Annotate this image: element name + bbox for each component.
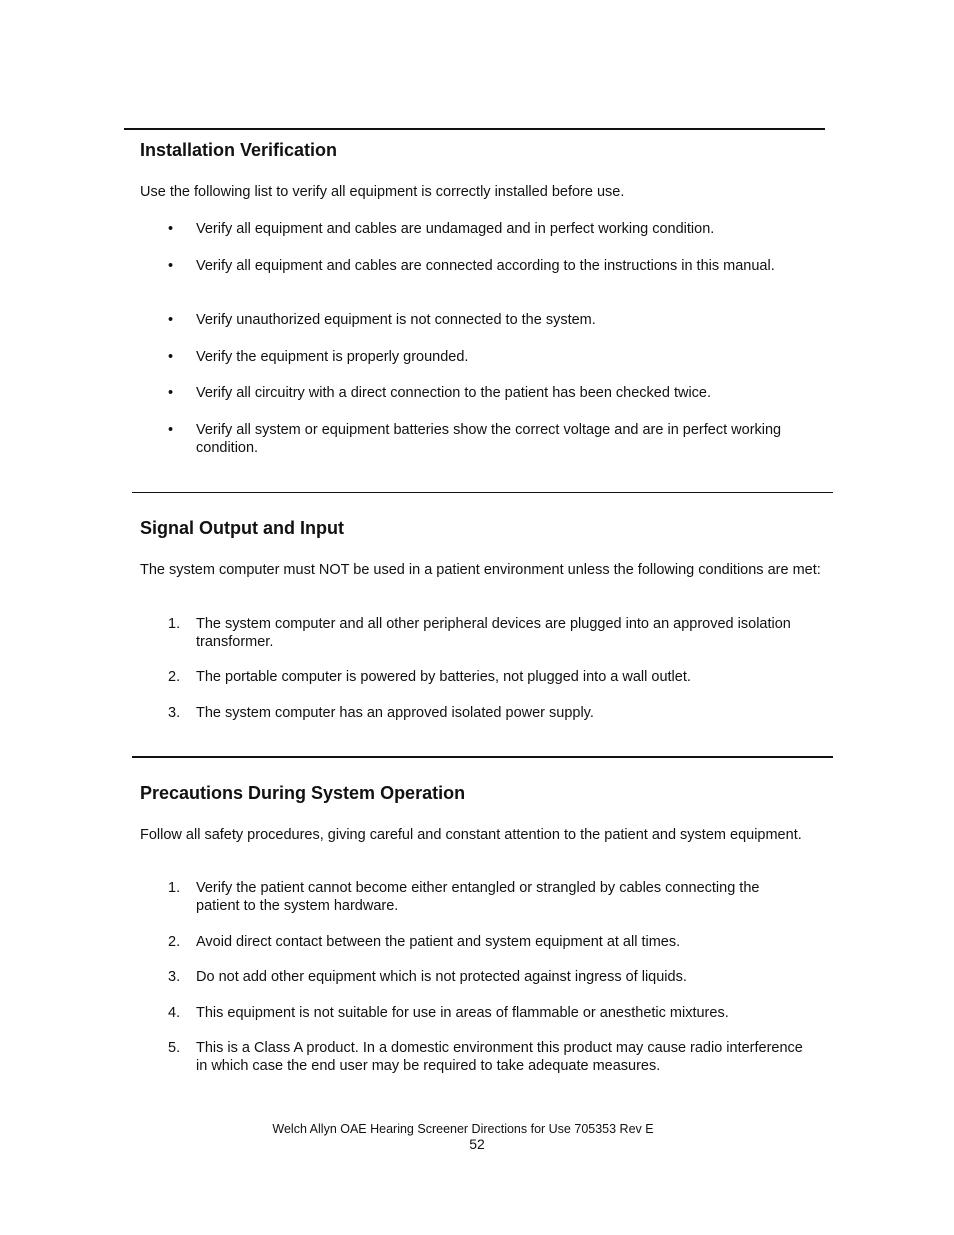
list-item-text: The system computer has an approved isolated power supply. — [196, 705, 594, 721]
section-intro: Follow all safety procedures, giving careful and constant attention to the patient and system equipment. — [140, 827, 802, 843]
list-number: 2. — [168, 934, 181, 950]
list-number: 4. — [168, 1005, 181, 1021]
list-item-text: This equipment is not suitable for use in areas of flammable or anesthetic mixtures. — [196, 1005, 729, 1021]
list-item-text: Verify all circuitry with a direct connection to the patient has been checked twice. — [196, 385, 712, 401]
list-item-text: Verify the equipment is properly grounded. — [196, 349, 469, 365]
list-item-text: Do not add other equipment which is not protected against ingress of liquids. — [196, 969, 687, 985]
list-item-text: Avoid direct contact between the patient and system equipment at all times. — [196, 934, 681, 950]
list-item-text: Verify all equipment and cables are connected according to the instructions in this manual. — [196, 258, 775, 274]
list-item-text: Verify unauthorized equipment is not connected to the system. — [196, 312, 596, 328]
bullet-marker: • — [168, 385, 174, 401]
list-item-text: The portable computer is powered by batteries, not plugged into a wall outlet. — [196, 669, 691, 685]
list-item-text: Verify all equipment and cables are undamaged and in perfect working condition. — [196, 221, 715, 237]
list-item-text: Verify the patient cannot become either entangled or strangled by cables connecting the patient to the system hardware. — [196, 880, 760, 914]
bullet-marker: • — [168, 258, 174, 274]
bullet-marker: • — [168, 312, 174, 328]
section-title-signal-output-input: Signal Output and Input — [140, 518, 344, 538]
page-number: 52 — [469, 1136, 485, 1152]
bullet-marker: • — [168, 422, 174, 438]
list-number: 1. — [168, 616, 181, 632]
section-title-precautions: Precautions During System Operation — [140, 783, 466, 803]
list-number: 3. — [168, 705, 181, 721]
section-divider — [124, 128, 825, 130]
list-item-text: Verify all system or equipment batteries show the correct voltage and are in perfect working condition. — [196, 422, 782, 456]
bullet-marker: • — [168, 349, 174, 365]
footer-doc-title: Welch Allyn OAE Hearing Screener Directions for Use 705353 Rev E — [272, 1122, 654, 1136]
section-title-installation-verification: Installation Verification — [140, 140, 338, 160]
section-intro: The system computer must NOT be used in a patient environment unless the following conditions are met: — [140, 562, 821, 578]
section-divider — [132, 492, 833, 493]
section-divider — [132, 756, 833, 758]
list-number: 1. — [168, 880, 181, 896]
list-item-text: This is a Class A product. In a domestic environment this product may cause radio interference in which case the end user may be required to take adequate measures. — [196, 1040, 803, 1074]
list-number: 5. — [168, 1040, 181, 1056]
list-number: 3. — [168, 969, 181, 985]
list-number: 2. — [168, 669, 181, 685]
bullet-marker: • — [168, 221, 174, 237]
section-intro: Use the following list to verify all equipment is correctly installed before use. — [140, 184, 625, 200]
list-item-text: The system computer and all other peripheral devices are plugged into an approved isolation transformer. — [196, 616, 791, 650]
